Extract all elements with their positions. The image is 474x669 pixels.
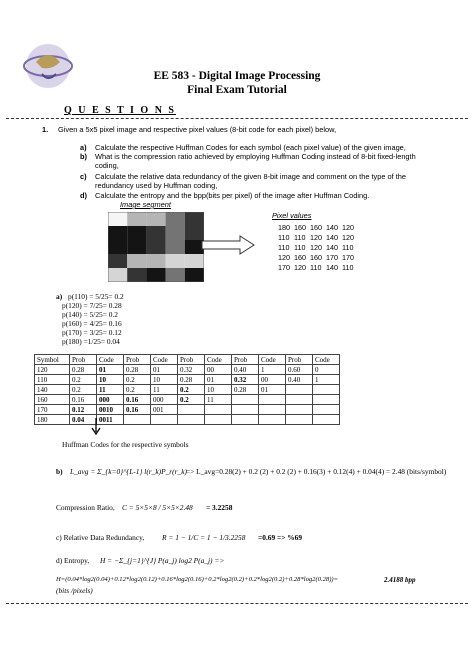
part-text: Calculate the entropy and the bpp(bits per pixel) of the image after Huffman Coding.: [95, 191, 370, 200]
image-segment: [108, 212, 204, 282]
bottom-divider: [6, 603, 468, 604]
entropy-expansion: H=(0.04*log2(0.04)+0.12*log2(0.12)+0.16*log2(0.16)+0.2*log2(0.2)+0.2*log2(0.2)+0.28*log2(0.28))=: [56, 576, 339, 583]
table-header: Code: [313, 355, 340, 365]
prob-line: p(160) = 4/25= 0.16: [62, 319, 122, 328]
prob-line: p(140) = 5/25= 0.2: [62, 310, 118, 319]
entropy-result: 2.4188 bpp: [384, 576, 416, 584]
image-pixel: [108, 254, 127, 268]
arrow-down-icon: [90, 418, 102, 436]
image-pixel: [166, 212, 185, 226]
image-segment-label: Image segment: [120, 200, 171, 209]
prob-label: a): [56, 292, 63, 301]
image-pixel: [166, 268, 185, 282]
image-pixel: [185, 212, 204, 226]
question-text: Given a 5x5 pixel image and respective pixel values (8-bit code for each pixel) below,: [58, 125, 337, 134]
document-title: EE 583 - Digital Image Processing: [153, 70, 321, 82]
codes-caption: Huffman Codes for the respective symbols: [62, 440, 189, 449]
prob-line: p(180) =1/25= 0.04: [62, 337, 120, 346]
image-pixel: [108, 268, 127, 282]
image-pixel: [127, 254, 146, 268]
image-pixel: [108, 212, 127, 226]
part-text: Calculate the respective Huffman Codes for each symbol (each pixel value) of the given image,: [95, 143, 406, 152]
compression-ratio-formula: C = 5×5×8 / 5×5×2.48: [122, 503, 193, 512]
image-pixel: [185, 268, 204, 282]
prob-line: p(110) = 5/25= 0.2: [68, 292, 124, 301]
image-pixel: [108, 240, 127, 254]
table-header: Prob: [286, 355, 313, 365]
table-row: 120 0.28 01 0.28 01 0.32 00 0.40 1 0.60 0: [35, 365, 340, 375]
question-number: 1.: [42, 125, 49, 134]
image-pixel: [146, 226, 165, 240]
table-header: Code: [151, 355, 178, 365]
image-pixel: [146, 212, 165, 226]
entropy-label: d) Entropy,: [56, 556, 90, 565]
pixel-values-label: Pixel values: [272, 211, 312, 220]
arrow-right-icon: [200, 235, 256, 255]
image-pixel: [166, 240, 185, 254]
table-header: Prob: [232, 355, 259, 365]
part-text: Calculate the relative data redundancy of the given 8-bit image and comment on the type of the redundancy used by Huffman coding,: [95, 172, 407, 190]
table-row: 140 0.2 11 0.2 11 0.2 10 0.28 01: [35, 385, 340, 395]
redundancy-result: =0.69 => %69: [258, 533, 303, 542]
image-pixel: [127, 268, 146, 282]
part-letter: d): [80, 191, 87, 200]
table-header: Prob: [178, 355, 205, 365]
top-divider: [6, 118, 468, 119]
image-pixel: [127, 226, 146, 240]
answer-b-label: b): [56, 467, 63, 476]
compression-ratio-label: Compression Ratio,: [56, 503, 115, 512]
prob-line: p(170) = 3/25= 0.12: [62, 328, 122, 337]
image-pixel: [127, 212, 146, 226]
image-pixel: [146, 240, 165, 254]
table-header: Prob: [70, 355, 97, 365]
part-letter: c): [80, 172, 87, 181]
image-pixel: [108, 226, 127, 240]
image-pixel: [146, 254, 165, 268]
prob-line: p(120) = 7/25= 0.28: [62, 301, 122, 310]
image-pixel: [127, 240, 146, 254]
table-header: Prob: [124, 355, 151, 365]
image-pixel: [146, 268, 165, 282]
redundancy-label: c) Relative Data Redundancy,: [56, 533, 145, 542]
huffman-table: [34, 354, 340, 425]
table-header: Symbol: [35, 355, 70, 365]
part-letter: a): [80, 143, 87, 152]
part-text: What is the compression ratio achieved by employing Huffman Coding instead of 8-bit fixed-length coding,: [95, 152, 416, 170]
table-header: Code: [259, 355, 286, 365]
table-row: 170 0.12 0010 0.16 001: [35, 405, 340, 415]
table-header-row: [35, 355, 340, 365]
questions-heading: Q U E S T I O N S: [64, 105, 176, 116]
table-row: 110 0.2 10 0.2 10 0.28 01 0.32 00 0.40 1: [35, 375, 340, 385]
image-pixel: [185, 254, 204, 268]
compression-ratio-result: = 3.2258: [206, 503, 233, 512]
pixel-values-grid: 180 160 160 140 120 110 110 120 140 120 110 110 120 140 110 120 160 160 170 170 170 120 110 140 110: [278, 223, 354, 272]
image-pixel: [166, 226, 185, 240]
image-pixel: [166, 254, 185, 268]
redundancy-formula: R = 1 − 1/C = 1 − 1/3.2258: [162, 533, 246, 542]
entropy-formula: H = −Σ_{j=1}^{J} P(a_j) log2 P(a_j) =>: [100, 556, 225, 565]
document-subtitle: Final Exam Tutorial: [187, 84, 287, 96]
part-letter: b): [80, 152, 87, 161]
table-row: 160 0.16 000 0.16 000 0.2 11: [35, 395, 340, 405]
table-header: Code: [205, 355, 232, 365]
entropy-units: (bits /pixels): [56, 586, 93, 595]
table-header: Code: [97, 355, 124, 365]
table-row: 180 0.04 0011: [35, 415, 340, 425]
answer-b-result: => L_avg=0.28(2) + 0.2 (2) + 0.2 (2) + 0.16(3) + 0.12(4) + 0.04(4) = 2.48 (bits/symbol): [186, 467, 447, 476]
answer-b-formula: L_avg = Σ_{k=0}^{L-1} l(r_k)P_r(r_k): [70, 467, 187, 476]
